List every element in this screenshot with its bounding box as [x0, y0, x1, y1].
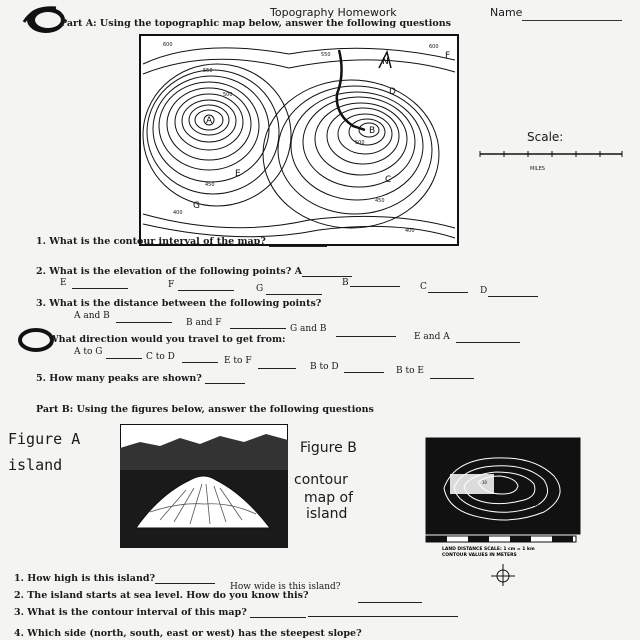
q2-label-f: F	[168, 280, 175, 290]
scale-tick: 2	[468, 530, 472, 536]
part-b-question-3: 3. What is the contour interval of this map?	[14, 607, 306, 618]
island-contour-map	[424, 436, 582, 586]
contour-values-note: CONTOUR VALUES IN METERS	[442, 553, 517, 558]
question-5: 5. How many peaks are shown?	[36, 373, 245, 384]
map-scale-bar	[476, 148, 626, 164]
contour-label: 450	[205, 182, 215, 188]
topographic-map	[139, 34, 459, 246]
answer-blank-ag[interactable]	[106, 358, 142, 359]
point-a: A	[206, 116, 213, 126]
q2-label-d: D	[480, 286, 488, 296]
scale-tick: 5	[531, 530, 535, 536]
part-a-heading: Part A: Using the topographic map below, answer the following questions	[60, 18, 451, 29]
q2-label-e: E	[60, 278, 67, 288]
q4-label-ag: A to G	[74, 347, 103, 357]
answer-blank-d[interactable]	[488, 296, 538, 297]
scale-tick: 6	[552, 530, 556, 536]
scale-tick: 1	[447, 530, 451, 536]
scale-tick: 0	[426, 530, 430, 536]
contour-label: 550	[203, 68, 213, 74]
figure-a-sub: island	[8, 456, 63, 474]
contour-value: 10	[534, 504, 540, 509]
answer-blank-gb[interactable]	[336, 336, 396, 337]
question-2: 2. What is the elevation of the following points? A	[36, 266, 352, 277]
part-b-question-4: 4. Which side (north, south, east or west) has the steepest slope?	[14, 628, 362, 639]
contour-label: 450	[375, 198, 385, 204]
answer-blank-e[interactable]	[72, 288, 128, 289]
answer-blank-ab[interactable]	[116, 322, 172, 323]
answer-blank-bf[interactable]	[230, 328, 286, 329]
q3-label-ea: E and A	[414, 332, 450, 342]
q3-label-ab: A and B	[74, 311, 110, 321]
answer-blank-be[interactable]	[430, 378, 474, 379]
q2-label-b: B	[342, 278, 349, 288]
island-illustration	[120, 424, 288, 548]
answer-blank-c[interactable]	[428, 292, 468, 293]
q4-label-be: B to E	[396, 366, 424, 376]
part-b-question-2: 2. The island starts at sea level. How do you know this?	[14, 590, 309, 601]
contour-label: 400	[405, 228, 415, 234]
contour-label: 500	[355, 140, 365, 146]
contour-label: 550	[321, 52, 331, 58]
figure-b-sub3: island	[306, 506, 348, 522]
land-distance-scale: LAND DISTANCE SCALE: 1 cm = 1 km	[442, 547, 535, 552]
contour-value: 20	[508, 496, 514, 501]
point-f: F	[445, 51, 451, 61]
scale-title: Scale:	[527, 130, 564, 144]
q2-label-c: C	[420, 282, 427, 292]
contour-value: 30	[482, 480, 488, 485]
answer-blank[interactable]	[205, 374, 245, 384]
answer-blank[interactable]	[155, 574, 215, 584]
scale-tick: 7	[570, 530, 574, 536]
q4-label-ef: E to F	[224, 356, 252, 366]
name-field[interactable]	[522, 20, 622, 21]
contour-label: 500	[223, 92, 233, 98]
scale-tick: 4	[510, 530, 514, 536]
answer-blank-ea[interactable]	[456, 342, 520, 343]
svg-text:N: N	[382, 57, 389, 67]
answer-blank-a[interactable]	[302, 267, 352, 277]
contour-label: 600	[163, 42, 173, 48]
part-b-question-1: 1. How high is this island?	[14, 573, 215, 584]
point-b: B	[369, 126, 376, 136]
answer-blank-f[interactable]	[178, 290, 234, 291]
point-g: G	[193, 201, 200, 211]
answer-blank-cd[interactable]	[182, 362, 218, 363]
figure-b-sub1: contour	[294, 472, 348, 488]
answer-blank-ef[interactable]	[258, 368, 296, 369]
compass-rose-icon	[491, 564, 515, 586]
question-1: 1. What is the contour interval of the map?	[36, 236, 327, 247]
scale-unit: MILES	[530, 166, 545, 172]
q4-label-cd: C to D	[146, 352, 175, 362]
part-b-heading: Part B: Using the figures below, answer the following questions	[36, 404, 374, 415]
point-c: C	[385, 175, 392, 185]
answer-blank-width[interactable]	[358, 602, 422, 603]
answer-blank-bd[interactable]	[344, 372, 384, 373]
contour-label: 400	[173, 210, 183, 216]
part-b-question-1b: How wide is this island?	[230, 582, 341, 592]
scale-tick: 3	[489, 530, 493, 536]
q3-label-gb: G and B	[290, 324, 327, 334]
question-3: 3. What is the distance between the following points?	[36, 298, 322, 309]
contour-label: 600	[429, 44, 439, 50]
question-4: What direction would you travel to get from:	[48, 334, 286, 345]
q2-label-g: G	[256, 284, 264, 294]
figure-a-label: Figure A	[8, 430, 81, 448]
point-d: D	[389, 87, 396, 97]
figure-b-sub2: map of	[304, 490, 354, 506]
q4-label-bd: B to D	[310, 362, 339, 372]
page-title: Topography Homework	[270, 6, 397, 19]
answer-blank-b[interactable]	[350, 286, 400, 287]
figure-b-label: Figure B	[300, 440, 357, 456]
point-e: E	[235, 169, 241, 179]
name-label: Name	[490, 6, 523, 19]
answer-blank[interactable]	[250, 608, 306, 618]
answer-blank-sea-level[interactable]	[308, 616, 458, 617]
q3-label-bf: B and F	[186, 318, 222, 328]
answer-blank[interactable]	[269, 237, 327, 247]
answer-blank-g[interactable]	[266, 294, 322, 295]
